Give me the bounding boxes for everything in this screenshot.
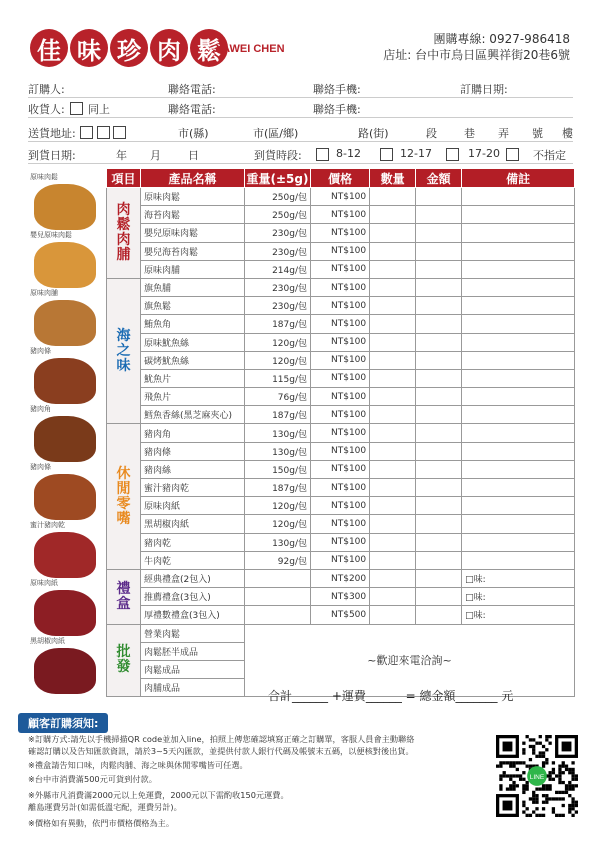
product-price: NT$100 [311, 206, 370, 224]
product-weight [245, 588, 311, 606]
product-name: 牛肉乾 [141, 551, 245, 569]
product-table [106, 168, 575, 697]
product-name: 嬰兒海苔肉鬆 [141, 242, 245, 260]
quantity-cell[interactable] [370, 206, 416, 224]
product-price: NT$500 [311, 606, 370, 624]
table-row [107, 606, 575, 624]
photo-label: 原味肉紙 [30, 579, 58, 587]
product-name: 豬肉乾 [141, 533, 245, 551]
same-label: 同上 [88, 103, 110, 116]
remark-cell[interactable] [462, 460, 575, 478]
quantity-cell[interactable] [370, 551, 416, 569]
note-line: ※外縣市凡消費滿2000元以上免運費，2000元以下需酌收150元運費。 [28, 790, 289, 800]
quantity-cell[interactable] [370, 188, 416, 206]
col-header: 數量 [370, 169, 416, 188]
amount-cell[interactable] [416, 569, 462, 587]
product-name: 肉鬆成品 [141, 660, 245, 678]
product-price: NT$100 [311, 242, 370, 260]
product-name: 蜜汁豬肉乾 [141, 479, 245, 497]
product-name: 海苔肉鬆 [141, 206, 245, 224]
table-row [107, 369, 575, 387]
amount-cell[interactable] [416, 224, 462, 242]
product-name: 原味魷魚絲 [141, 333, 245, 351]
total-line: 合計______ +運費______ = 總金額_______ 元 [268, 689, 514, 703]
table-row [107, 388, 575, 406]
logo-char: 鬆 [190, 29, 228, 67]
product-price: NT$100 [311, 188, 370, 206]
product-name: 旗魚鬆 [141, 297, 245, 315]
quantity-cell[interactable] [370, 424, 416, 442]
quantity-cell[interactable] [370, 388, 416, 406]
product-weight: 187g/包 [245, 315, 311, 333]
note-line: 確認訂購以及告知匯款資訊，請於3~5天內匯款，並提供付款人銀行代碼及帳號末五碼，以便核對後出貨。 [28, 746, 414, 756]
hotline-text: 團購專線: 0927-986418 [433, 32, 570, 46]
quantity-cell[interactable] [370, 606, 416, 624]
quantity-cell[interactable] [370, 406, 416, 424]
remark-cell[interactable] [462, 424, 575, 442]
product-price: NT$100 [311, 479, 370, 497]
product-name: 豬肉角 [141, 424, 245, 442]
product-price: NT$100 [311, 460, 370, 478]
slot-option: 8-12 [336, 147, 361, 160]
product-name: 推薦禮盒(3包入) [141, 588, 245, 606]
product-weight: 187g/包 [245, 479, 311, 497]
product-weight: 120g/包 [245, 497, 311, 515]
table-row [107, 442, 575, 460]
col-header: 重量(±5g) [245, 169, 311, 188]
quantity-cell[interactable] [370, 333, 416, 351]
product-name: 原味肉鬆 [141, 188, 245, 206]
product-photo [30, 634, 98, 696]
product-price: NT$100 [311, 260, 370, 278]
product-name: 經典禮盒(2包入) [141, 569, 245, 587]
product-name: 肉鬆胚半成品 [141, 642, 245, 660]
table-row [107, 533, 575, 551]
slot-checkbox[interactable] [506, 147, 519, 161]
table-row [107, 569, 575, 587]
product-price: NT$100 [311, 442, 370, 460]
product-weight: 76g/包 [245, 388, 311, 406]
category-label: 休 閒 零 嘴 [107, 424, 141, 570]
remark-cell[interactable]: □味: [462, 569, 575, 587]
amount-cell[interactable] [416, 515, 462, 533]
photo-label: 嬰兒原味肉鬆 [30, 231, 72, 239]
product-price: NT$100 [311, 315, 370, 333]
note-line: ※禮盒請告知口味，肉鬆肉脯、海之味與休閒零嘴皆可任選。 [28, 760, 248, 770]
product-weight: 120g/包 [245, 351, 311, 369]
product-price: NT$300 [311, 588, 370, 606]
amount-cell[interactable] [416, 369, 462, 387]
quantity-cell[interactable] [370, 479, 416, 497]
col-header: 產品名稱 [141, 169, 245, 188]
product-price: NT$100 [311, 551, 370, 569]
product-name: 嬰兒原味肉鬆 [141, 224, 245, 242]
product-weight: 130g/包 [245, 533, 311, 551]
table-row [107, 297, 575, 315]
product-price: NT$100 [311, 369, 370, 387]
line-qr-code[interactable] [496, 735, 578, 817]
product-price: NT$100 [311, 297, 370, 315]
amount-cell[interactable] [416, 297, 462, 315]
table-row [107, 333, 575, 351]
product-name: 飛魚片 [141, 388, 245, 406]
product-weight: 120g/包 [245, 515, 311, 533]
lou-label: 樓 [562, 127, 573, 140]
amount-cell[interactable] [416, 206, 462, 224]
product-price: NT$100 [311, 333, 370, 351]
quantity-cell[interactable] [370, 533, 416, 551]
product-photo [30, 170, 98, 232]
quantity-cell[interactable] [370, 315, 416, 333]
product-price: NT$100 [311, 351, 370, 369]
col-header: 價格 [311, 169, 370, 188]
district-label: 市(區/鄉) [253, 127, 299, 140]
product-name: 黑胡椒肉紙 [141, 515, 245, 533]
remark-cell[interactable] [462, 533, 575, 551]
product-weight: 230g/包 [245, 297, 311, 315]
remark-cell[interactable] [462, 188, 575, 206]
product-price: NT$100 [311, 497, 370, 515]
orderer-label: 訂購人: [28, 83, 65, 96]
category-label: 肉 鬆 肉 脯 [107, 188, 141, 279]
note-line: ※台中市消費滿500元可貨到付款。 [28, 774, 157, 784]
form-row-address [28, 124, 573, 142]
table-row [107, 551, 575, 569]
remark-cell[interactable] [462, 351, 575, 369]
product-price: NT$100 [311, 406, 370, 424]
product-weight: 92g/包 [245, 551, 311, 569]
table-row [107, 242, 575, 260]
logo-char: 肉 [150, 29, 188, 67]
mobile-label: 聯絡手機: [313, 83, 361, 96]
product-weight: 130g/包 [245, 442, 311, 460]
product-image [34, 300, 96, 346]
table-header-row [107, 169, 575, 188]
table-row [107, 188, 575, 206]
table-row [107, 260, 575, 278]
remark-cell[interactable] [462, 242, 575, 260]
logo-char: 味 [70, 29, 108, 67]
product-name: 鮪魚角 [141, 315, 245, 333]
photo-label: 蜜汁豬肉乾 [30, 521, 65, 529]
product-weight: 187g/包 [245, 406, 311, 424]
photo-label: 原味肉鬆 [30, 173, 58, 181]
product-weight: 120g/包 [245, 333, 311, 351]
remark-cell[interactable] [462, 224, 575, 242]
product-weight: 250g/包 [245, 188, 311, 206]
category-label: 批 發 [107, 624, 141, 697]
amount-cell[interactable] [416, 588, 462, 606]
quantity-cell[interactable] [370, 297, 416, 315]
table-row [107, 351, 575, 369]
table-row [107, 206, 575, 224]
table-row [107, 406, 575, 424]
amount-cell[interactable] [416, 551, 462, 569]
quantity-cell[interactable] [370, 497, 416, 515]
product-price: NT$100 [311, 278, 370, 296]
product-image [34, 358, 96, 404]
product-image [34, 184, 96, 230]
product-weight: 230g/包 [245, 224, 311, 242]
amount-cell[interactable] [416, 424, 462, 442]
product-price: NT$100 [311, 388, 370, 406]
product-name: 豬肉絲 [141, 460, 245, 478]
remark-cell[interactable] [462, 497, 575, 515]
note-line: ※訂購方式:請先以手機掃描QR code並加入line，拍照上傳您確認填寫正確之訂購單，客服人員會主動聯絡 [28, 734, 415, 744]
amount-cell[interactable] [416, 333, 462, 351]
category-label: 海 之 味 [107, 278, 141, 424]
order-date-label: 訂購日期: [460, 83, 508, 96]
product-image [34, 532, 96, 578]
table-row [107, 424, 575, 442]
note-line: 離島運費另計(如需低溫宅配，運費另計)。 [28, 802, 182, 812]
welcome-text: ~歡迎來電洽詢~ [245, 624, 575, 697]
year-label: 年 [116, 149, 127, 162]
product-weight: 230g/包 [245, 278, 311, 296]
col-header: 金額 [416, 169, 462, 188]
product-weight: 250g/包 [245, 206, 311, 224]
product-weight [245, 569, 311, 587]
same-checkbox[interactable] [70, 101, 83, 115]
product-photo [30, 402, 98, 464]
photo-label: 豬肉條 [30, 463, 51, 471]
product-photo [30, 228, 98, 290]
col-header: 備註 [462, 169, 575, 188]
amount-cell[interactable] [416, 497, 462, 515]
remark-cell[interactable] [462, 515, 575, 533]
hao-label: 號 [532, 127, 543, 140]
slot-option: 17-20 [468, 147, 500, 160]
col-header: 項目 [107, 169, 141, 188]
amount-cell[interactable] [416, 479, 462, 497]
quantity-cell[interactable] [370, 460, 416, 478]
product-name: 肉脯成品 [141, 679, 245, 697]
amount-cell[interactable] [416, 460, 462, 478]
product-name: 營業肉鬆 [141, 624, 245, 642]
amount-cell[interactable] [416, 260, 462, 278]
slot-label: 到貨時段: [254, 149, 302, 162]
logo-char: 佳 [30, 29, 68, 67]
amount-cell[interactable] [416, 188, 462, 206]
table-row [107, 515, 575, 533]
product-price: NT$200 [311, 569, 370, 587]
amount-cell[interactable] [416, 315, 462, 333]
quantity-cell[interactable] [370, 442, 416, 460]
road-label: 路(街) [358, 127, 389, 140]
product-name: 魷魚片 [141, 369, 245, 387]
product-name: 碳烤魷魚絲 [141, 351, 245, 369]
product-weight: 214g/包 [245, 260, 311, 278]
product-photo [30, 576, 98, 638]
photo-label: 豬肉條 [30, 347, 51, 355]
store-address: 店址: 台中市烏日區興祥街20巷6號 [383, 48, 570, 62]
amount-cell[interactable] [416, 351, 462, 369]
table-row [107, 479, 575, 497]
amount-cell[interactable] [416, 406, 462, 424]
svg-text:LINE: LINE [529, 773, 545, 781]
xiang-label: 巷 [464, 127, 475, 140]
brand-english-name: JIAWEI CHEN [213, 43, 285, 55]
remark-cell[interactable] [462, 551, 575, 569]
postal-box[interactable] [80, 125, 126, 139]
product-price: NT$100 [311, 533, 370, 551]
product-name: 原味肉紙 [141, 497, 245, 515]
product-photo [30, 344, 98, 406]
product-price: NT$100 [311, 515, 370, 533]
month-label: 月 [150, 149, 161, 162]
amount-cell[interactable] [416, 606, 462, 624]
nong-label: 弄 [498, 127, 509, 140]
remark-cell[interactable] [462, 278, 575, 296]
quantity-cell[interactable] [370, 224, 416, 242]
table-row [107, 588, 575, 606]
product-name: 鱈魚香絲(黑芝麻夾心) [141, 406, 245, 424]
arrive-date-label: 到貨日期: [28, 149, 76, 162]
form-row-recipient [28, 100, 573, 118]
product-price: NT$100 [311, 424, 370, 442]
remark-cell[interactable]: □味: [462, 606, 575, 624]
photo-label: 原味肉脯 [30, 289, 58, 297]
remark-cell[interactable] [462, 442, 575, 460]
day-label: 日 [188, 149, 199, 162]
product-image [34, 648, 96, 694]
remark-cell[interactable] [462, 388, 575, 406]
photo-label: 黑胡椒肉紙 [30, 637, 65, 645]
product-weight: 130g/包 [245, 424, 311, 442]
notes-title: 顧客訂購須知: [18, 713, 108, 733]
product-name: 豬肉條 [141, 442, 245, 460]
quantity-cell[interactable] [370, 588, 416, 606]
amount-cell[interactable] [416, 242, 462, 260]
slot-option: 不指定 [533, 149, 566, 162]
form-row-orderer [28, 80, 573, 98]
product-price: NT$100 [311, 224, 370, 242]
product-photo [30, 460, 98, 522]
remark-cell[interactable] [462, 333, 575, 351]
product-weight [245, 606, 311, 624]
table-row [107, 497, 575, 515]
product-name: 原味肉脯 [141, 260, 245, 278]
product-photo [30, 286, 98, 348]
quantity-cell[interactable] [370, 369, 416, 387]
quantity-cell[interactable] [370, 278, 416, 296]
amount-cell[interactable] [416, 533, 462, 551]
table-row [107, 624, 575, 642]
address-label: 送貨地址: [28, 127, 76, 140]
county-label: 市(縣) [178, 127, 209, 140]
category-label: 禮 盒 [107, 569, 141, 624]
slot-checkbox[interactable] [446, 147, 459, 161]
remark-cell[interactable]: □味: [462, 588, 575, 606]
table-row [107, 224, 575, 242]
photo-label: 豬肉角 [30, 405, 51, 413]
remark-cell[interactable] [462, 206, 575, 224]
product-weight: 150g/包 [245, 460, 311, 478]
recipient-label: 收貨人: [28, 103, 65, 116]
product-name: 厚禮數禮盒(3包入) [141, 606, 245, 624]
amount-cell[interactable] [416, 442, 462, 460]
product-name: 旗魚脯 [141, 278, 245, 296]
mobile-label: 聯絡手機: [313, 103, 361, 116]
product-photo [30, 518, 98, 580]
note-line: ※價格如有異動，依門市價格價格為主。 [28, 818, 175, 828]
form-row-delivery [28, 146, 573, 164]
brand-logo [30, 29, 228, 67]
product-image [34, 474, 96, 520]
slot-option: 12-17 [400, 147, 432, 160]
amount-cell[interactable] [416, 278, 462, 296]
quantity-cell[interactable] [370, 569, 416, 587]
table-row [107, 315, 575, 333]
remark-cell[interactable] [462, 297, 575, 315]
product-weight: 115g/包 [245, 369, 311, 387]
logo-char: 珍 [110, 29, 148, 67]
product-image [34, 242, 96, 288]
quantity-cell[interactable] [370, 351, 416, 369]
remark-cell[interactable] [462, 369, 575, 387]
phone-label: 聯絡電話: [168, 103, 216, 116]
table-row [107, 460, 575, 478]
phone-label: 聯絡電話: [168, 83, 216, 96]
remark-cell[interactable] [462, 479, 575, 497]
slot-checkbox[interactable] [316, 147, 329, 161]
remark-cell[interactable] [462, 406, 575, 424]
quantity-cell[interactable] [370, 515, 416, 533]
product-image [34, 416, 96, 462]
product-image [34, 590, 96, 636]
amount-cell[interactable] [416, 388, 462, 406]
duan-label: 段 [426, 127, 437, 140]
remark-cell[interactable] [462, 315, 575, 333]
product-weight: 230g/包 [245, 242, 311, 260]
quantity-cell[interactable] [370, 260, 416, 278]
slot-checkbox[interactable] [380, 147, 393, 161]
table-row [107, 278, 575, 296]
quantity-cell[interactable] [370, 242, 416, 260]
remark-cell[interactable] [462, 260, 575, 278]
